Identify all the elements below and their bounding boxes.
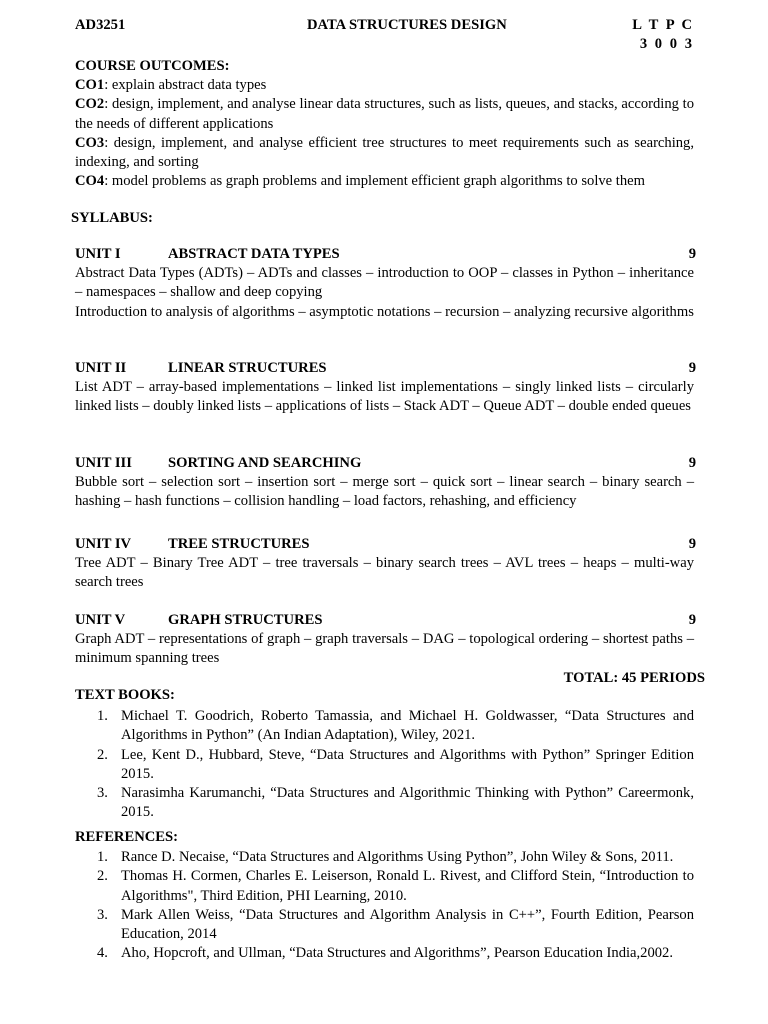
ltpc-label: L T P C [632, 17, 694, 33]
unit-header [75, 611, 694, 630]
course-outcome-text: : explain abstract data types [104, 77, 267, 93]
course-outcome-id: CO4 [75, 173, 105, 190]
reference-text: Thomas H. Cormen, Charles E. Leiserson, Ronald L. Rivest, and Clifford Stein, “Introduction to Algorithms", Third Edition, PHI Learning, 2010. [121, 868, 694, 904]
references-list [75, 848, 694, 964]
unit-description: Graph ADT – representations of graph – graph traversals – DAG – topological ordering – shortest paths – minimum spanning trees [75, 631, 694, 667]
reference-item: 4. Aho, Hopcroft, and Ullman, “Data Structures and Algorithms”, Pearson Education India,2002. [97, 945, 674, 962]
course-outcomes-heading: COURSE OUTCOMES: [75, 58, 230, 74]
text-books-heading: TEXT BOOKS: [75, 687, 175, 703]
reference-text: Aho, Hopcroft, and Ullman, “Data Structures and Algorithms”, Pearson Education India,2002. [121, 945, 674, 962]
text-book-text: Lee, Kent D., Hubbard, Steve, “Data Structures and Algorithms with Python” Springer Edition 2015. [121, 746, 694, 782]
course-outcome-item [75, 95, 694, 134]
course-outcome-id: CO2 [75, 96, 105, 113]
unit-periods: 9 [688, 360, 696, 376]
unit-title: SORTING AND SEARCHING [168, 455, 362, 471]
course-outcome-item [75, 76, 694, 95]
unit-title: ABSTRACT DATA TYPES [168, 246, 340, 262]
unit-description: Abstract Data Types (ADTs) – ADTs and classes – introduction to OOP – classes in Python – inheritance – namespaces – shallow and deep copying [75, 265, 694, 301]
unit-number: UNIT IV [75, 536, 132, 552]
unit-1 [75, 245, 694, 322]
text-book-text: Narasimha Karumanchi, “Data Structures and Algorithmic Thinking with Python” Careermonk, 2015. [121, 785, 694, 821]
unit-header [75, 454, 694, 473]
unit-title: LINEAR STRUCTURES [168, 360, 327, 376]
unit-number: UNIT II [75, 360, 127, 376]
unit-description: Tree ADT – Binary Tree ADT – tree traversals – binary search trees – AVL trees – heaps – multi-way search trees [75, 555, 694, 591]
unit-title: GRAPH STRUCTURES [168, 612, 323, 628]
unit-title: TREE STRUCTURES [168, 536, 310, 552]
course-outcome-text: : model problems as graph problems and implement efficient graph algorithms to solve them [104, 173, 645, 190]
unit-header [75, 245, 694, 264]
unit-2 [75, 359, 694, 417]
unit-3 [75, 454, 694, 512]
unit-header [75, 535, 694, 554]
unit-description: Introduction to analysis of algorithms – asymptotic notations – recursion – analyzing recursive algorithms [75, 303, 694, 320]
unit-4 [75, 535, 694, 593]
course-code: AD3251 [75, 17, 126, 33]
unit-description: List ADT – array-based implementations – linked list implementations – singly linked lists – circularly linked lists – doubly linked lists – applications of lists – Stack ADT – Queue ADT – double ended queues [75, 379, 694, 415]
unit-header [75, 359, 694, 378]
reference-item: 3. Mark Allen Weiss, “Data Structures and Algorithm Analysis in C++”, Fourth Edition, Pearson Education, 2014 [97, 906, 694, 943]
unit-number: UNIT I [75, 246, 121, 262]
unit-number: UNIT III [75, 455, 132, 471]
unit-number: UNIT V [75, 612, 126, 628]
course-outcome-item [75, 172, 694, 191]
unit-periods: 9 [688, 612, 696, 628]
reference-text: Rance D. Necaise, “Data Structures and Algorithms Using Python”, John Wiley & Sons, 2011. [121, 849, 674, 865]
reference-item: 2. Thomas H. Cormen, Charles E. Leiserson, Ronald L. Rivest, and Clifford Stein, “Introduction to Algorithms", Third Edition, PHI Learning, 2010. [97, 868, 694, 904]
text-book-item: 3. Narasimha Karumanchi, “Data Structures and Algorithmic Thinking with Python” Careermonk, 2015. [97, 785, 694, 821]
reference-item: 1. Rance D. Necaise, “Data Structures and Algorithms Using Python”, John Wiley & Sons, 2011. [97, 849, 674, 865]
course-outcome-text: : design, implement, and analyse efficient tree structures to meet requirements such as searching, indexing, and sorting [75, 134, 694, 171]
course-outcome-id: CO3 [75, 134, 105, 151]
course-outcomes-list [75, 76, 694, 192]
unit-periods: 9 [688, 246, 696, 262]
text-book-item: 1. Michael T. Goodrich, Roberto Tamassia, and Michael H. Goldwasser, “Data Structures and Algorithms in Python” (An Indian Adaptation), Wiley, 2021. [97, 708, 694, 744]
unit-description: Bubble sort – selection sort – insertion sort – merge sort – quick sort – linear search – binary search – hashing – hash functions – collision handling – load factors, rehashing, and efficiency [75, 474, 694, 510]
course-outcome-text: : design, implement, and analyse linear data structures, such as lists, queues, and stacks, according to the needs of different applications [75, 96, 694, 132]
unit-periods: 9 [688, 536, 696, 552]
ltpc-block [632, 16, 694, 55]
unit-5 [75, 611, 694, 669]
course-outcome-id: CO1 [75, 77, 105, 93]
syllabus-heading: SYLLABUS: [71, 210, 153, 226]
course-title: DATA STRUCTURES DESIGN [307, 17, 507, 33]
course-header [75, 16, 694, 56]
text-book-item: 2. Lee, Kent D., Hubbard, Steve, “Data Structures and Algorithms with Python” Springer Edition 2015. [97, 746, 694, 782]
text-books-list [75, 707, 694, 823]
ltpc-values: 3 0 0 3 [639, 36, 694, 53]
total-periods: TOTAL: 45 PERIODS [563, 670, 705, 686]
unit-periods: 9 [688, 455, 696, 471]
references-heading: REFERENCES: [75, 829, 178, 845]
reference-text: Mark Allen Weiss, “Data Structures and Algorithm Analysis in C++”, Fourth Edition, Pearson Education, 2014 [121, 906, 694, 943]
course-outcome-item [75, 134, 694, 173]
text-book-text: Michael T. Goodrich, Roberto Tamassia, and Michael H. Goldwasser, “Data Structures and Algorithms in Python” (An Indian Adaptation), Wiley, 2021. [121, 708, 694, 744]
